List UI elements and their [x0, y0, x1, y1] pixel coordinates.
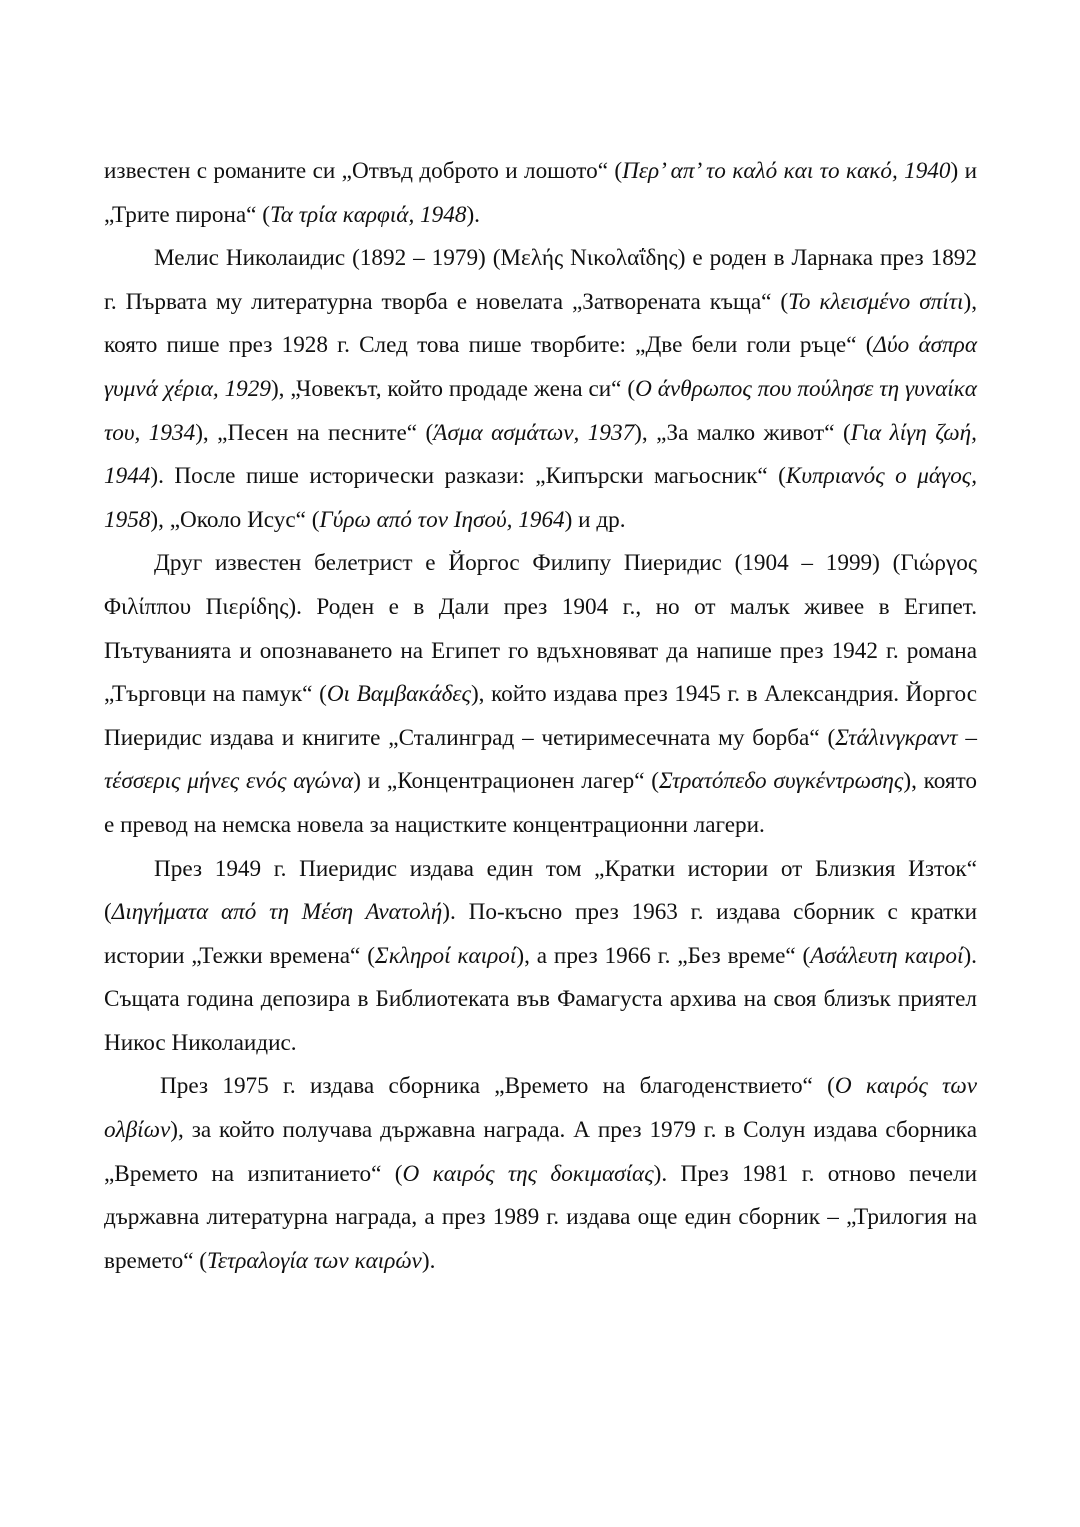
text-run: ). После пише исторически разкази: „Кипърски магьосник“ ( [150, 463, 786, 490]
text-run: ) и „Трите пирона“ ( [104, 158, 978, 228]
text-run: ), „Около Исус“ ( [150, 506, 320, 533]
text-run: известен с романите си „Отвъд доброто и лошото“ ( [104, 158, 623, 184]
text-run: ), „За малко живот“ ( [634, 419, 851, 446]
greek-title: Γύρω από τον Ιησού, 1964 [319, 506, 565, 533]
text-run: През 1949 г. Пиеридис издава един том „Кратки истории от Близкия Изток“ ( [104, 855, 977, 926]
text-run: ). През 1981 г. отново печели държавна литературна награда, а през 1989 г. издава още един сборник – „Трилогия на времето“ ( [104, 1160, 978, 1274]
greek-title: Διηγήματα από τη Μέση Ανατολή [111, 899, 443, 926]
greek-title: Τετραλογία των καιρών [207, 1247, 422, 1274]
greek-title: Ο άνθρωπος που πούλησε τη γυναίκα του, 1934 [104, 375, 977, 446]
greek-title: Άσμα ασμάτων, 1937 [433, 419, 635, 446]
document-page [104, 150, 977, 1283]
text-run: Друг известен белетрист е Йоргос Филипу Пиеридис (1904 – 1999) (Γιώργος Φιλίππου Πιερίδης). Роден е в Дали през 1904 г., но от малък живее в Египет. Пътуванията и опознаването на Египет го вдъхновяват да напише през 1942 г. романа „Търговци на памук“ ( [104, 550, 977, 708]
greek-title: Στρατόπεδο συγκέντρωσης [659, 768, 904, 795]
text-run: ), която е превод на немска новела за нацистките концентрационни лагери. [104, 768, 977, 838]
greek-title: Ασάλευτη καιροί [810, 942, 964, 969]
greek-title: Οι Βαμβακάδες [326, 681, 471, 708]
text-run: ), която пише през 1928 г. След това пише творбите: „Две бели голи ръце“ ( [104, 288, 977, 359]
text-run: ), за който получава държавна награда. А през 1979 г. в Солун издава сборника „Времето на изпитанието“ ( [104, 1117, 977, 1187]
paragraph-pieridis-1975 [104, 1065, 977, 1283]
paragraph-melis-nikolaidis [104, 237, 977, 542]
text-run: ), „Човекът, който продаде жена си“ ( [270, 375, 636, 402]
greek-title: Στάλινγκραντ – τέσσερις μήνες ενός αγώνα [104, 724, 978, 795]
greek-title: Περ’ απ’ το καλό και το κακό, 1940 [622, 158, 951, 184]
text-run: ). [466, 201, 480, 228]
text-run: ). [421, 1247, 436, 1274]
greek-title: Ο καιρός της δοκιμασίας [402, 1160, 654, 1187]
text-run: ), „Песен на песните“ ( [195, 419, 434, 446]
greek-title: Τα τρία καρφιά, 1948 [270, 201, 467, 228]
greek-title: Για λίγη ζωή, 1944 [104, 419, 977, 490]
greek-title: Κυπριανός ο μάγος, 1958 [104, 463, 977, 533]
text-run: ) и др. [564, 506, 626, 533]
greek-title: Ο καιρός των ολβίων [104, 1073, 977, 1144]
text-run: ) и „Концентрационен лагер“ ( [353, 768, 660, 795]
paragraph-continuation [104, 150, 977, 237]
text-run: ). По-късно през 1963 г. издава сборник с кратки истории „Тежки времена“ ( [104, 899, 977, 969]
text-run: ), който издава през 1945 г. в Александрия. Йоргос Пиеридис издава и книгите „Сталинград – четиримесечната му борба“ ( [104, 681, 977, 751]
paragraph-pieridis-1949 [104, 848, 977, 1066]
text-run: През 1975 г. издава сборника „Времето на благоденствието“ ( [160, 1073, 835, 1100]
greek-title: Το κλεισμένο σπίτι [788, 288, 964, 315]
greek-title: Δύο άσπρα γυμνά χέρια, 1929 [104, 332, 977, 402]
text-run: ), а през 1966 г. „Без време“ ( [516, 942, 811, 969]
greek-title: Σκληροί καιροί [374, 942, 517, 969]
paragraph-giorgos-pieridis [104, 542, 977, 847]
text-run: ). Същата година депозира в Библиотеката във Фамагуста архива на своя близък приятел Никос Николаидис. [104, 942, 977, 1056]
text-run: Мелис Николаидис (1892 – 1979) (Μελής Νικολαΐδης) е роден в Ларнака през 1892 г. Първата му литературна творба е новелата „Затворената къща“ ( [104, 245, 977, 315]
